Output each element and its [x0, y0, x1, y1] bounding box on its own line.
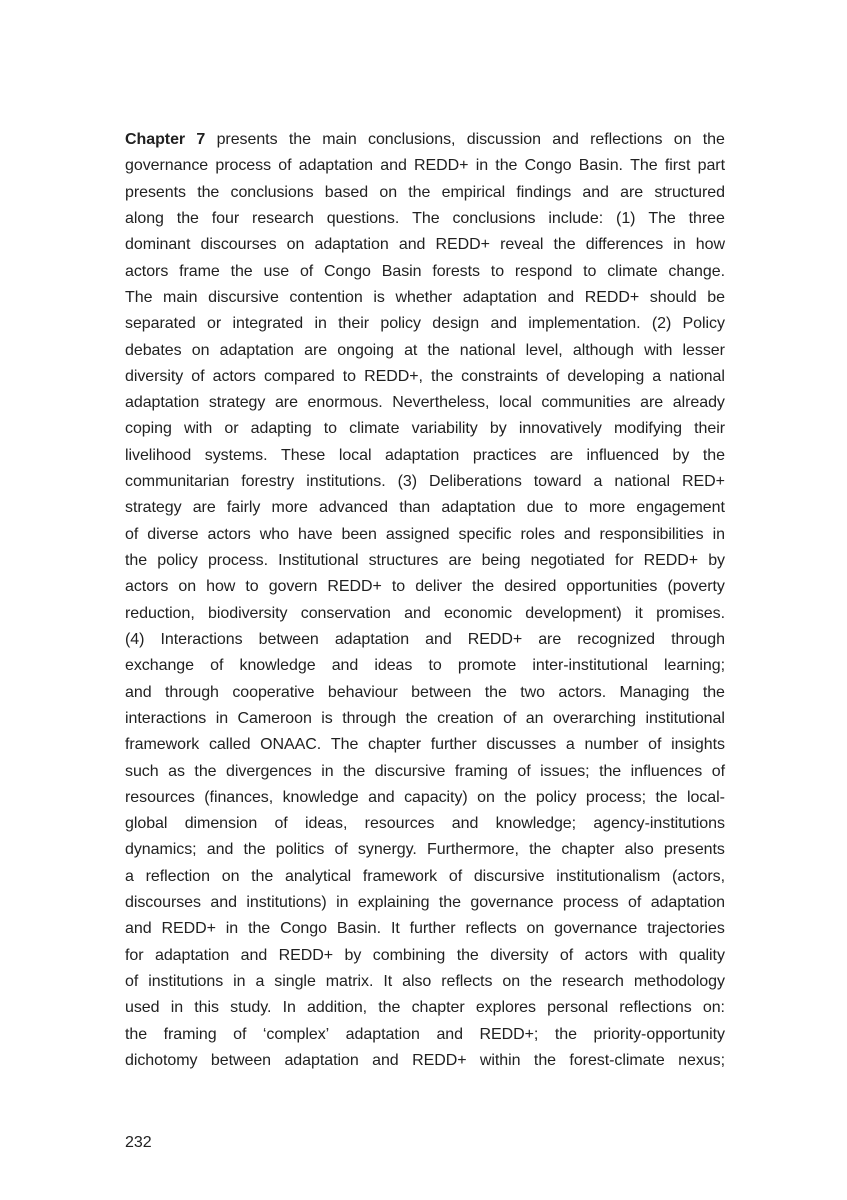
text-line: coping with or adapting to climate variability by innovatively modifying their	[125, 420, 725, 438]
text-line: (4) Interactions between adaptation and REDD+ are recognized through	[125, 630, 725, 648]
text-line: dominant discourses on adaptation and REDD+ reveal the differences in how	[125, 236, 725, 254]
text-line: resources (finances, knowledge and capacity) on the policy process; the local-	[125, 788, 725, 806]
text-line: actors frame the use of Congo Basin forests to respond to climate change.	[125, 262, 725, 280]
text-line: dynamics; and the politics of synergy. Furthermore, the chapter also presents	[125, 841, 725, 859]
text-line: the framing of ‘complex’ adaptation and REDD+; the priority-opportunity	[125, 1025, 725, 1043]
text-line: global dimension of ideas, resources and knowledge; agency-institutions	[125, 815, 725, 833]
text-line: Chapter 7 presents the main conclusions, discussion and reflections on the	[125, 131, 725, 148]
text-line: used in this study. In addition, the chapter explores personal reflections on:	[125, 999, 725, 1017]
text-line: debates on adaptation are ongoing at the national level, although with lesser	[125, 341, 725, 359]
text-line: governance process of adaptation and REDD+ in the Congo Basin. The first part	[125, 157, 725, 175]
text-line: actors on how to govern REDD+ to deliver the desired opportunities (poverty	[125, 578, 725, 596]
text-line: presents the conclusions based on the empirical findings and are structured	[125, 183, 725, 201]
text-line: separated or integrated in their policy design and implementation. (2) Policy	[125, 315, 725, 333]
page-number: 232	[125, 1134, 152, 1151]
text-line: livelihood systems. These local adaptation practices are influenced by the	[125, 446, 725, 464]
text-line: such as the divergences in the discursive framing of issues; the influences of	[125, 762, 725, 780]
text-line: of institutions in a single matrix. It also reflects on the research methodology	[125, 973, 725, 990]
text-line: for adaptation and REDD+ by combining the diversity of actors with quality	[125, 946, 725, 964]
text-line: and through cooperative behaviour between the two actors. Managing the	[125, 683, 725, 701]
text-line: strategy are fairly more advanced than adaptation due to more engagement	[125, 499, 725, 517]
text-line: diversity of actors compared to REDD+, the constraints of developing a national	[125, 367, 725, 385]
text-line: the policy process. Institutional structures are being negotiated for REDD+ by	[125, 552, 725, 569]
text-line: communitarian forestry institutions. (3) Deliberations toward a national RED+	[125, 473, 725, 491]
text-line: dichotomy between adaptation and REDD+ within the forest-climate nexus;	[125, 1051, 725, 1069]
text-line: of diverse actors who have been assigned specific roles and responsibilities in	[125, 525, 725, 543]
chapter-summary-paragraph	[125, 127, 725, 1074]
text-line: interactions in Cameroon is through the creation of an overarching institutional	[125, 709, 725, 727]
text-line: along the four research questions. The conclusions include: (1) The three	[125, 209, 725, 227]
text-line: adaptation strategy are enormous. Nevertheless, local communities are already	[125, 394, 725, 412]
text-line: exchange of knowledge and ideas to promote inter-institutional learning;	[125, 657, 725, 675]
text-line: discourses and institutions) in explaining the governance process of adaptation	[125, 894, 725, 912]
text-line: and REDD+ in the Congo Basin. It further reflects on governance trajectories	[125, 920, 725, 938]
text-line: reduction, biodiversity conservation and economic development) it promises.	[125, 604, 725, 622]
text-line: a reflection on the analytical framework of discursive institutionalism (actors,	[125, 867, 725, 885]
text-line: framework called ONAAC. The chapter further discusses a number of insights	[125, 736, 725, 754]
text-line: The main discursive contention is whether adaptation and REDD+ should be	[125, 288, 725, 306]
